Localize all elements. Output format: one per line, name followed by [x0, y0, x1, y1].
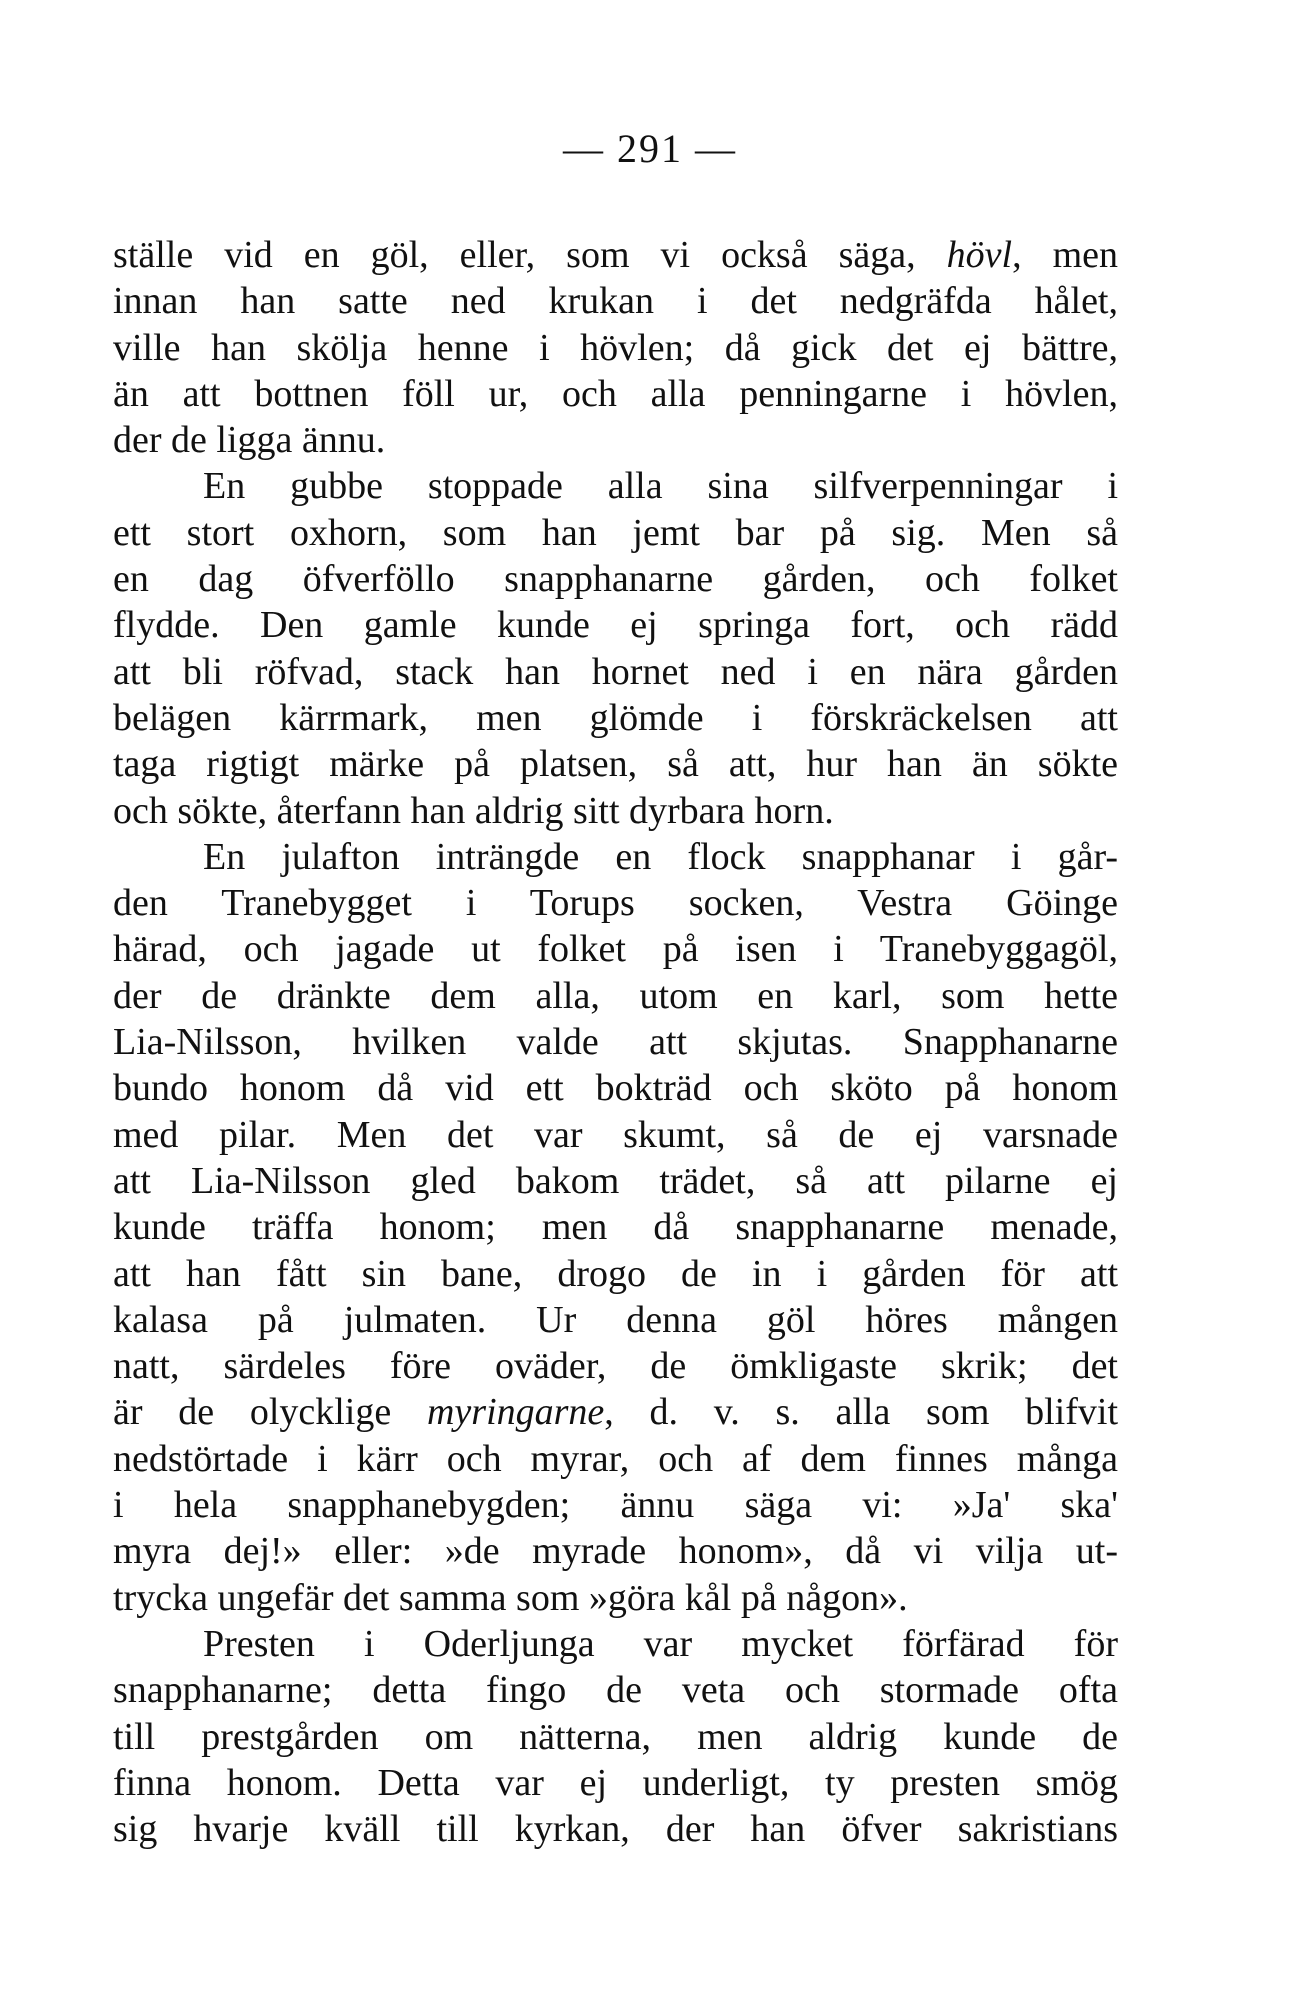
body-text	[113, 232, 1118, 1852]
text-segment: ställe vid en göl, eller, som vi också säga,	[113, 234, 947, 276]
text-segment: bundo honom då vid ett bokträd och sköto på honom	[113, 1067, 1118, 1110]
text-segment: sig hvarje kväll till kyrkan, der han öfver sakristians	[113, 1808, 1118, 1851]
text-segment: snapphanarne; detta fingo de veta och stormade ofta	[113, 1669, 1118, 1712]
text-line	[113, 1019, 1118, 1065]
text-line	[113, 1667, 1118, 1713]
text-segment: flydde. Den gamle kunde ej springa fort, och rädd	[113, 604, 1118, 647]
italic-term: myringarne	[426, 1391, 605, 1434]
text-segment: taga rigtigt märke på platsen, så att, hur han än sökte	[113, 743, 1118, 786]
text-line	[113, 556, 1118, 602]
text-segment: innan han satte ned krukan i det nedgräfda hålet,	[113, 280, 1118, 323]
text-line	[113, 417, 1118, 463]
text-line	[113, 834, 1118, 880]
text-line	[113, 1482, 1118, 1528]
text-line	[113, 278, 1118, 324]
text-segment: trycka ungefär det samma som »göra kål på någon».	[113, 1576, 908, 1619]
text-line	[113, 1575, 1118, 1621]
text-segment: En gubbe stoppade alla sina silfverpenningar i	[203, 465, 1118, 508]
text-line	[113, 1297, 1118, 1343]
text-line	[113, 1714, 1118, 1760]
page-number: — 291 —	[563, 126, 737, 171]
text-segment: Lia-Nilsson, hvilken valde att skjutas. Snapphanarne	[113, 1021, 1118, 1064]
text-segment: nedstörtade i kärr och myrar, och af dem finnes många	[113, 1437, 1118, 1480]
text-segment: än att bottnen föll ur, och alla penningarne i hövlen,	[113, 372, 1118, 415]
text-line	[113, 1065, 1118, 1111]
text-segment: är de olycklige	[113, 1391, 427, 1434]
text-segment: den Tranebygget i Torups socken, Vestra Göinge	[113, 882, 1118, 925]
text-line	[113, 1806, 1118, 1852]
text-line	[113, 880, 1118, 926]
text-line	[113, 1389, 1118, 1435]
text-line	[113, 1251, 1118, 1297]
text-segment: ville han skölja henne i hövlen; då gick det ej bättre,	[113, 326, 1118, 369]
text-line	[113, 1204, 1118, 1250]
text-line	[113, 1760, 1118, 1806]
text-line	[113, 1436, 1118, 1482]
text-segment: natt, särdeles före oväder, de ömkligaste skrik; det	[113, 1345, 1118, 1388]
text-line	[113, 602, 1118, 648]
text-segment: med pilar. Men det var skumt, så de ej varsnade	[113, 1113, 1118, 1156]
text-segment: en dag öfverföllo snapphanarne gården, och folket	[113, 558, 1118, 601]
text-segment: Presten i Oderljunga var mycket förfärad för	[203, 1622, 1118, 1665]
text-segment: , d. v. s. alla som blifvit	[604, 1391, 1119, 1434]
text-segment: att bli röfvad, stack han hornet ned i en nära gården	[113, 650, 1118, 693]
text-line	[113, 1528, 1118, 1574]
text-segment: i hela snapphanebygden; ännu säga vi: »Ja' ska'	[113, 1484, 1118, 1527]
text-line	[113, 695, 1118, 741]
text-segment: der de ligga ännu.	[113, 419, 386, 462]
text-line	[113, 973, 1118, 1019]
text-segment: En julafton inträngde en flock snapphanar i går-	[203, 835, 1118, 878]
italic-term: hövl	[946, 234, 1013, 276]
text-segment: myra dej!» eller: »de myrade honom», då vi vilja ut-	[113, 1530, 1118, 1573]
text-segment: att han fått sin bane, drogo de in i gården för att	[113, 1252, 1118, 1295]
text-line	[113, 649, 1118, 695]
text-segment: till prestgården om nätterna, men aldrig kunde de	[113, 1715, 1118, 1758]
text-segment: kalasa på julmaten. Ur denna göl höres mången	[113, 1298, 1118, 1341]
text-segment: belägen kärrmark, men glömde i förskräckelsen att	[113, 696, 1118, 739]
text-line	[113, 371, 1118, 417]
text-segment: der de dränkte dem alla, utom en karl, som hette	[113, 974, 1118, 1017]
text-line	[113, 741, 1118, 787]
text-line	[113, 788, 1118, 834]
text-line	[113, 926, 1118, 972]
text-line	[113, 1621, 1118, 1667]
text-segment: att Lia-Nilsson gled bakom trädet, så att pilarne ej	[113, 1159, 1118, 1202]
text-line	[113, 510, 1118, 556]
text-segment: härad, och jagade ut folket på isen i Tranebyggagöl,	[113, 928, 1118, 971]
text-line	[113, 1343, 1118, 1389]
text-line	[113, 1112, 1118, 1158]
text-segment: ett stort oxhorn, som han jemt bar på sig. Men så	[113, 511, 1118, 554]
text-segment: och sökte, återfann han aldrig sitt dyrbara horn.	[113, 789, 834, 832]
text-line	[113, 1158, 1118, 1204]
text-segment: , men	[1012, 234, 1118, 276]
text-line	[113, 325, 1118, 371]
text-line	[113, 232, 1118, 278]
text-segment: finna honom. Detta var ej underligt, ty presten smög	[113, 1761, 1118, 1804]
text-segment: kunde träffa honom; men då snapphanarne menade,	[113, 1206, 1118, 1249]
text-line	[113, 463, 1118, 509]
